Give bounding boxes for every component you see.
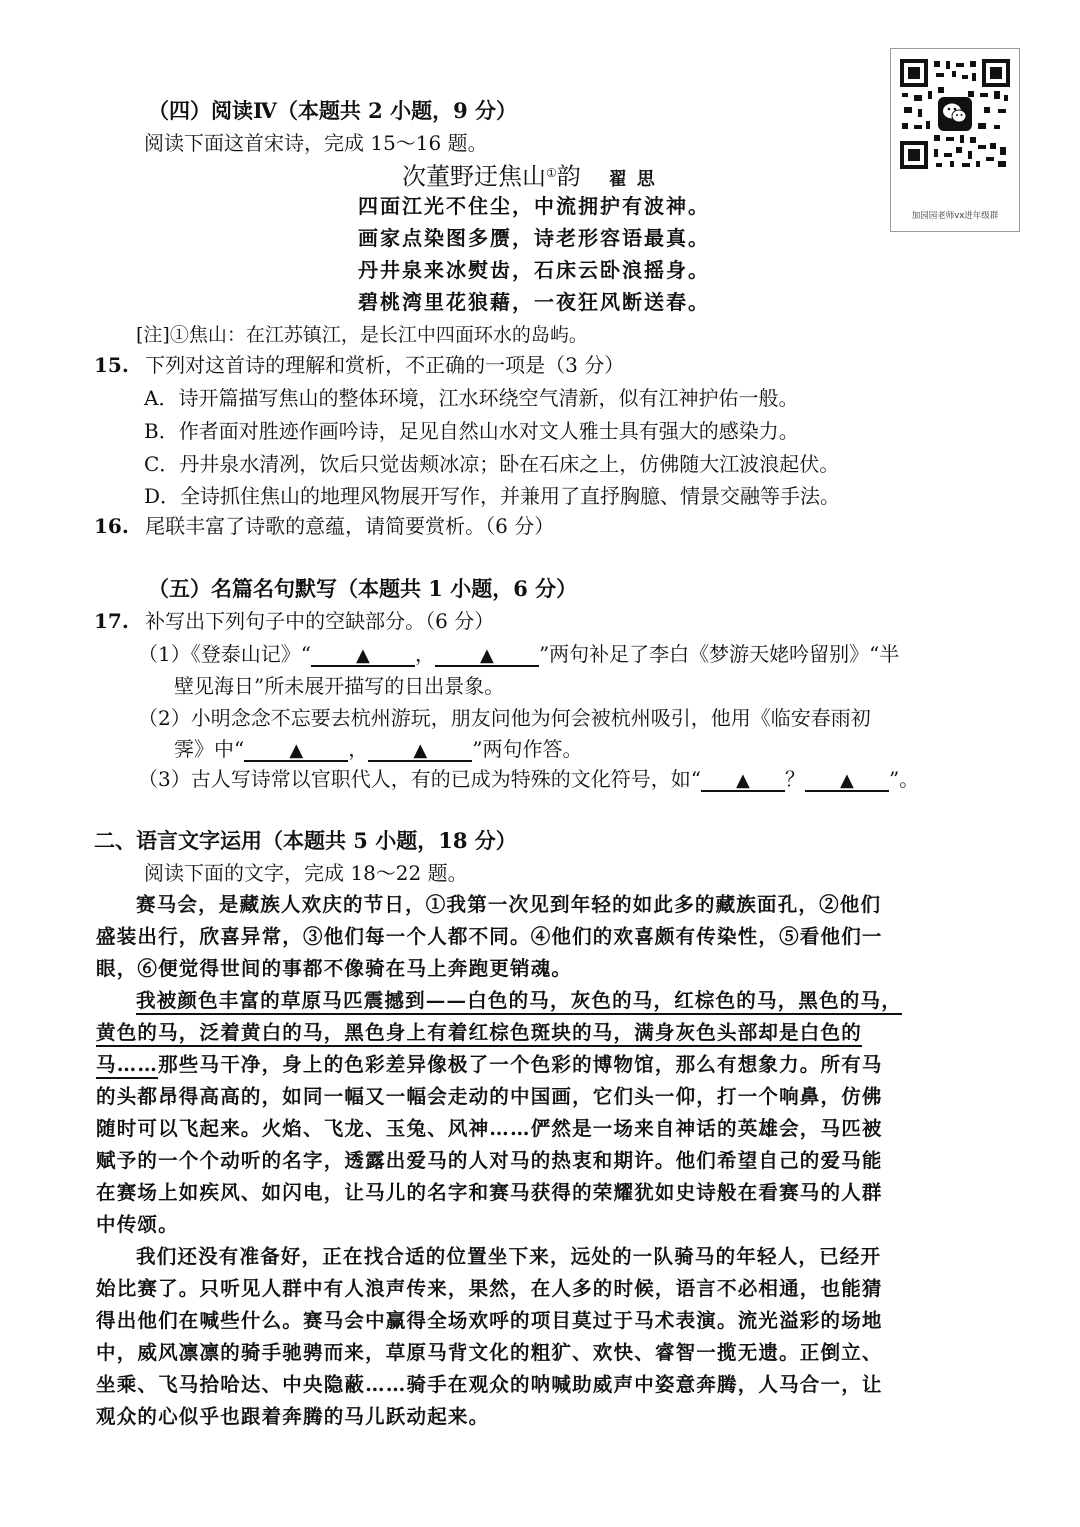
para2-line-8: 中传颂。 [96,1213,179,1236]
q17-p2-blank-1[interactable] [244,738,348,762]
section-2-instruction: 阅读下面的文字，完成 18～22 题。 [144,861,468,885]
question-15-option-a: A．诗开篇描写焦山的整体环境，江水环绕空气清新，似有江神护佑一般。 [144,386,799,410]
section-4-heading: （四）阅读Ⅳ（本题共 2 小题，9 分） [148,98,517,123]
q17-p1-blank-2[interactable] [435,643,539,667]
qr-caption: 加园园老师vx进年级群 [911,211,999,221]
question-17-part-3 [138,766,919,792]
poem-title: 次董野迂焦山 [402,162,546,191]
para1-line-2: 盛装出行，欣喜异常，③他们每一个人都不同。④他们的欢喜颇有传染性，⑤看他们一 [96,925,883,948]
para1-line-3: 眼，⑥便觉得世间的事都不像骑在马上奔跑更销魂。 [96,957,573,980]
underlined-text: 黄色的马，泛着黄白的马，黑色身上有着红棕色斑块的马，满身灰色头部却是白色的 [96,1021,862,1047]
q17-p1-prefix: （1）《登泰山记》“ [138,642,311,666]
question-17-number: 17. [94,609,129,633]
q17-p3-blank-2[interactable] [805,768,889,792]
question-17-part-2: （2）小明念念不忘要去杭州游玩，朋友问他为何会被杭州吸引，他用《临安春雨初 [138,706,871,730]
poem-line-3: 丹井泉来冰熨齿，石床云卧浪摇身。 [358,258,710,282]
para2-line-6: 赋予的一个个动听的名字，透露出爱马的人对马的热衷和期许。他们希望自己的爱马能 [96,1149,883,1172]
para3-line-2: 始比赛了。只听见人群中有人浪声传来，果然，在人多的时候，语言不必相通，也能猜 [96,1277,883,1300]
blank-marker: ▲ [480,645,494,666]
question-15-option-c: C．丹井泉水清冽，饮后只觉齿颊冰凉；卧在石床之上，仿佛随大江波浪起伏。 [144,452,840,476]
question-16-stem: 尾联丰富了诗歌的意蕴，请简要赏析。（6 分） [145,514,555,538]
para2-line-2 [96,1020,862,1046]
q17-p3-suffix: ”。 [888,767,920,791]
para3-line-6: 观众的心似乎也跟着奔腾的马儿跃动起来。 [96,1405,490,1428]
question-16-number: 16. [94,514,129,538]
question-17-part-1 [138,641,899,667]
poem-line-1: 四面江光不住尘，中流拥护有波神。 [358,194,710,218]
blank-marker: ▲ [289,740,304,761]
underlined-text: 马…… [96,1053,158,1079]
para2-line-7: 在赛场上如疾风、如闪电，让马儿的名字和赛马获得的荣耀犹如史诗般在看赛马的人群 [96,1181,883,1204]
wechat-icon [942,101,968,125]
para3-line-4: 中，威风凛凛的骑手驰骋而来，草原马背文化的粗犷、欢快、睿智一揽无遗。正倒立、 [96,1341,883,1364]
question-16 [94,513,554,539]
q17-p1-suffix: ”两句补足了李白《梦游天姥吟留别》“半 [538,642,900,666]
q17-p3-separator: ？ [784,767,805,791]
question-15-option-d: D．全诗抓住焦山的地理风物展开写作，并兼用了直抒胸臆、情景交融等手法。 [144,484,841,508]
blank-marker: ▲ [736,770,750,791]
para3-line-3: 得出他们在喊些什么。赛马会中赢得全场欢呼的项目莫过于马术表演。流光溢彩的场地 [96,1309,883,1332]
blank-marker: ▲ [413,740,428,761]
poem-title-line [402,160,665,193]
underlined-text: 我被颜色丰富的草原马匹震撼到——白色的马，灰色的马，红棕色的马，黑色的马， [136,989,902,1015]
q17-p2-suffix: ”两句作答。 [472,737,583,761]
question-15-number: 15. [94,353,129,377]
poem-line-4: 碧桃湾里花狼藉，一夜狂风断送春。 [358,290,710,314]
q17-p2-blank-2[interactable] [368,738,472,762]
para2-line-5: 随时可以飞起来。火焰、飞龙、玉兔、风神……俨然是一场来自神话的英雄会，马匹被 [96,1117,883,1140]
q17-p1-separator: ， [414,642,435,666]
q17-p3-prefix: （3）古人写诗常以官职代人，有的已成为特殊的文化符号，如“ [138,767,701,791]
poem-line-2: 画家点染图多赝，诗老形容语最真。 [358,226,710,250]
para2-line-3 [96,1052,883,1078]
para2-line-1 [136,988,902,1014]
question-15 [94,352,624,378]
para2-line-3-rest: 那些马干净，身上的色彩差异像极了一个色彩的博物馆，那么有想象力。所有马 [158,1053,883,1076]
section-4-instruction: 阅读下面这首宋诗，完成 15～16 题。 [144,131,488,155]
question-17-part-1-cont: 壁见海日”所未展开描写的日出景象。 [174,674,505,698]
question-15-option-b: B．作者面对胜迹作画吟诗，足见自然山水对文人雅士具有强大的感染力。 [144,419,799,443]
question-17 [94,608,494,634]
blank-marker: ▲ [356,645,370,666]
section-5-heading: （五）名篇名句默写（本题共 1 小题，6 分） [148,576,578,601]
q17-p2-separator: ， [348,737,369,761]
section-2-heading: 二、语言文字运用（本题共 5 小题，18 分） [94,828,517,853]
para3-line-1: 我们还没有准备好，正在找合适的位置坐下来，远处的一队骑马的年轻人，已经开 [136,1245,882,1268]
q17-p3-blank-1[interactable] [701,768,785,792]
poem-title-note-mark: ① [546,166,557,180]
q17-p2-prefix: 霁》中“ [174,737,245,761]
question-17-part-2-cont [174,736,582,762]
poem-title-end: 韵 [556,162,581,191]
qr-code-panel[interactable] [890,48,1020,232]
poem-author: 翟思 [608,168,665,190]
blank-marker: ▲ [840,770,854,791]
para3-line-5: 坐乘、飞马拾哈达、中央隐蔽……骑手在观众的呐喊助威声中姿意奔腾，人马合一，让 [96,1373,883,1396]
q17-p1-blank-1[interactable] [311,643,415,667]
para1-line-1: 赛马会，是藏族人欢庆的节日，①我第一次见到年轻的如此多的藏族面孔，②他们 [136,893,882,916]
question-15-stem: 下列对这首诗的理解和赏析，不正确的一项是（3 分） [145,353,625,377]
poem-footnote: [注]①焦山：在江苏镇江，是长江中四面环水的岛屿。 [136,324,588,346]
para2-line-4: 的头都昂得高高的，如同一幅又一幅会走动的中国画，它们头一仰，打一个响鼻，仿佛 [96,1085,883,1108]
question-17-stem: 补写出下列句子中的空缺部分。（6 分） [145,609,495,633]
